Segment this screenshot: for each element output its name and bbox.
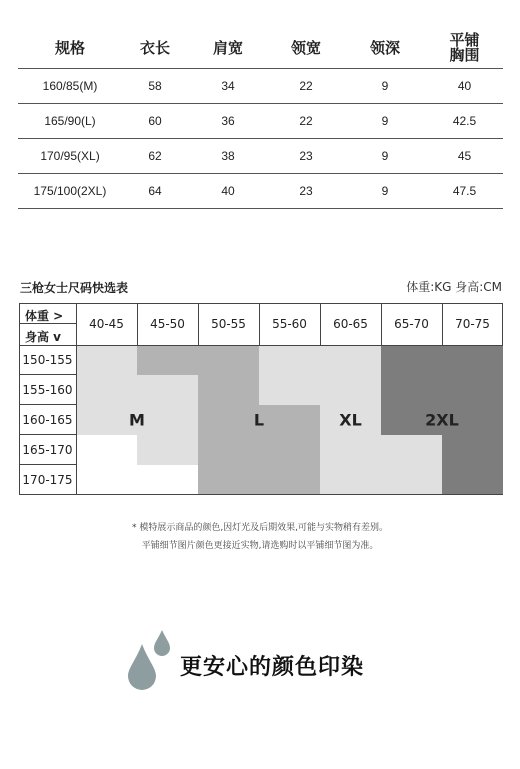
grid-line bbox=[19, 404, 76, 405]
size-cell bbox=[320, 465, 381, 495]
size-cell bbox=[198, 465, 259, 495]
size-quick-select-grid bbox=[19, 303, 503, 495]
table-cell: 42.5 bbox=[426, 104, 503, 139]
table-row bbox=[18, 104, 503, 139]
grid-line bbox=[137, 303, 138, 345]
weight-range-header: 45-50 bbox=[150, 317, 185, 331]
size-label: XL bbox=[339, 410, 362, 430]
table-cell: 60 bbox=[122, 104, 188, 139]
grid-line bbox=[19, 345, 503, 346]
color-note-line-2: 平铺细节图片颜色更接近实物,请选购时以平铺细节图为准。 bbox=[141, 541, 379, 551]
grid-line bbox=[19, 303, 503, 304]
color-note-line-1: * 模特展示商品的颜色,因灯光及后期效果,可能与实物稍有差别。 bbox=[131, 523, 389, 533]
table-cell: 9 bbox=[344, 104, 426, 139]
size-label: L bbox=[253, 410, 265, 430]
grid-line bbox=[259, 303, 260, 345]
table-cell: 34 bbox=[188, 69, 268, 104]
height-range-label: 155-160 bbox=[22, 383, 73, 397]
size-cell bbox=[259, 435, 320, 465]
table-cell: 175/100(2XL) bbox=[18, 174, 122, 209]
size-cell bbox=[137, 345, 198, 375]
size-cell bbox=[76, 405, 137, 435]
size-cell bbox=[320, 435, 381, 465]
height-range-label: 150-155 bbox=[22, 353, 73, 367]
size-cell bbox=[198, 375, 259, 405]
table-cell: 45 bbox=[426, 139, 503, 174]
size-cell bbox=[259, 405, 320, 435]
height-range-label: 160-165 bbox=[22, 413, 73, 427]
header-collar-width: 领宽 bbox=[268, 28, 344, 69]
table-cell: 36 bbox=[188, 104, 268, 139]
corner-divider bbox=[19, 323, 76, 324]
table-cell: 9 bbox=[344, 69, 426, 104]
grid-line bbox=[19, 374, 76, 375]
grid-line bbox=[19, 494, 503, 495]
header-chest: 平铺 胸围 bbox=[426, 28, 503, 69]
size-cell bbox=[442, 375, 503, 405]
feature-heading: 更安心的颜色印染 bbox=[180, 655, 365, 680]
size-cell bbox=[320, 345, 381, 375]
weight-range-header: 70-75 bbox=[455, 317, 490, 331]
table-cell: 47.5 bbox=[426, 174, 503, 209]
table-cell: 22 bbox=[268, 69, 344, 104]
size-measurement-table bbox=[18, 28, 503, 209]
grid-line bbox=[76, 303, 77, 345]
size-cell bbox=[381, 375, 442, 405]
size-cell bbox=[442, 345, 503, 375]
table-cell: 9 bbox=[344, 174, 426, 209]
size-cell bbox=[259, 375, 320, 405]
size-cell bbox=[76, 435, 137, 465]
size-cell bbox=[198, 405, 259, 435]
size-cell bbox=[76, 465, 137, 495]
header-collar-depth: 领深 bbox=[344, 28, 426, 69]
table-cell: 64 bbox=[122, 174, 188, 209]
weight-range-header: 65-70 bbox=[394, 317, 429, 331]
grid-line bbox=[320, 303, 321, 345]
size-cell bbox=[76, 345, 137, 375]
size-table-header-row bbox=[18, 28, 503, 69]
height-range-label: 170-175 bbox=[22, 473, 73, 487]
weight-range-header: 50-55 bbox=[211, 317, 246, 331]
table-cell: 23 bbox=[268, 139, 344, 174]
quick-chart-unit: 体重:KG 身高:CM bbox=[406, 280, 502, 294]
grid-line bbox=[502, 303, 503, 345]
table-row bbox=[18, 69, 503, 104]
size-cell bbox=[137, 375, 198, 405]
table-cell: 38 bbox=[188, 139, 268, 174]
size-cell bbox=[381, 345, 442, 375]
weight-range-header: 60-65 bbox=[333, 317, 368, 331]
size-cell bbox=[137, 465, 198, 495]
grid-line bbox=[76, 345, 77, 495]
grid-line bbox=[19, 464, 76, 465]
corner-height-label: 身高 v bbox=[25, 330, 62, 344]
size-cell bbox=[259, 345, 320, 375]
table-cell: 40 bbox=[188, 174, 268, 209]
size-cell bbox=[381, 465, 442, 495]
header-spec: 规格 bbox=[18, 28, 122, 69]
corner-weight-label: 体重 > bbox=[25, 309, 64, 323]
table-cell: 23 bbox=[268, 174, 344, 209]
quick-chart-title: 三枪女士尺码快选表 bbox=[20, 281, 129, 295]
size-cell bbox=[76, 375, 137, 405]
grid-line bbox=[19, 303, 20, 495]
size-cell bbox=[198, 435, 259, 465]
size-cell bbox=[198, 345, 259, 375]
size-cell bbox=[381, 435, 442, 465]
table-cell: 58 bbox=[122, 69, 188, 104]
size-cell bbox=[442, 465, 503, 495]
header-length: 衣长 bbox=[122, 28, 188, 69]
table-row bbox=[18, 174, 503, 209]
size-cell bbox=[442, 435, 503, 465]
table-cell: 62 bbox=[122, 139, 188, 174]
size-cell bbox=[137, 435, 198, 465]
water-drops-icon bbox=[126, 630, 174, 694]
table-cell: 40 bbox=[426, 69, 503, 104]
size-label: M bbox=[129, 410, 145, 430]
height-range-label: 165-170 bbox=[22, 443, 73, 457]
weight-range-header: 55-60 bbox=[272, 317, 307, 331]
weight-range-header: 40-45 bbox=[89, 317, 124, 331]
grid-line bbox=[198, 303, 199, 345]
size-label: 2XL bbox=[425, 410, 459, 430]
table-row bbox=[18, 139, 503, 174]
size-cell bbox=[320, 375, 381, 405]
table-cell: 170/95(XL) bbox=[18, 139, 122, 174]
table-cell: 22 bbox=[268, 104, 344, 139]
grid-line bbox=[442, 303, 443, 345]
table-cell: 165/90(L) bbox=[18, 104, 122, 139]
grid-line bbox=[381, 303, 382, 345]
table-cell: 9 bbox=[344, 139, 426, 174]
table-cell: 160/85(M) bbox=[18, 69, 122, 104]
header-shoulder: 肩宽 bbox=[188, 28, 268, 69]
size-cell bbox=[259, 465, 320, 495]
grid-line bbox=[19, 434, 76, 435]
size-cell bbox=[137, 405, 198, 435]
